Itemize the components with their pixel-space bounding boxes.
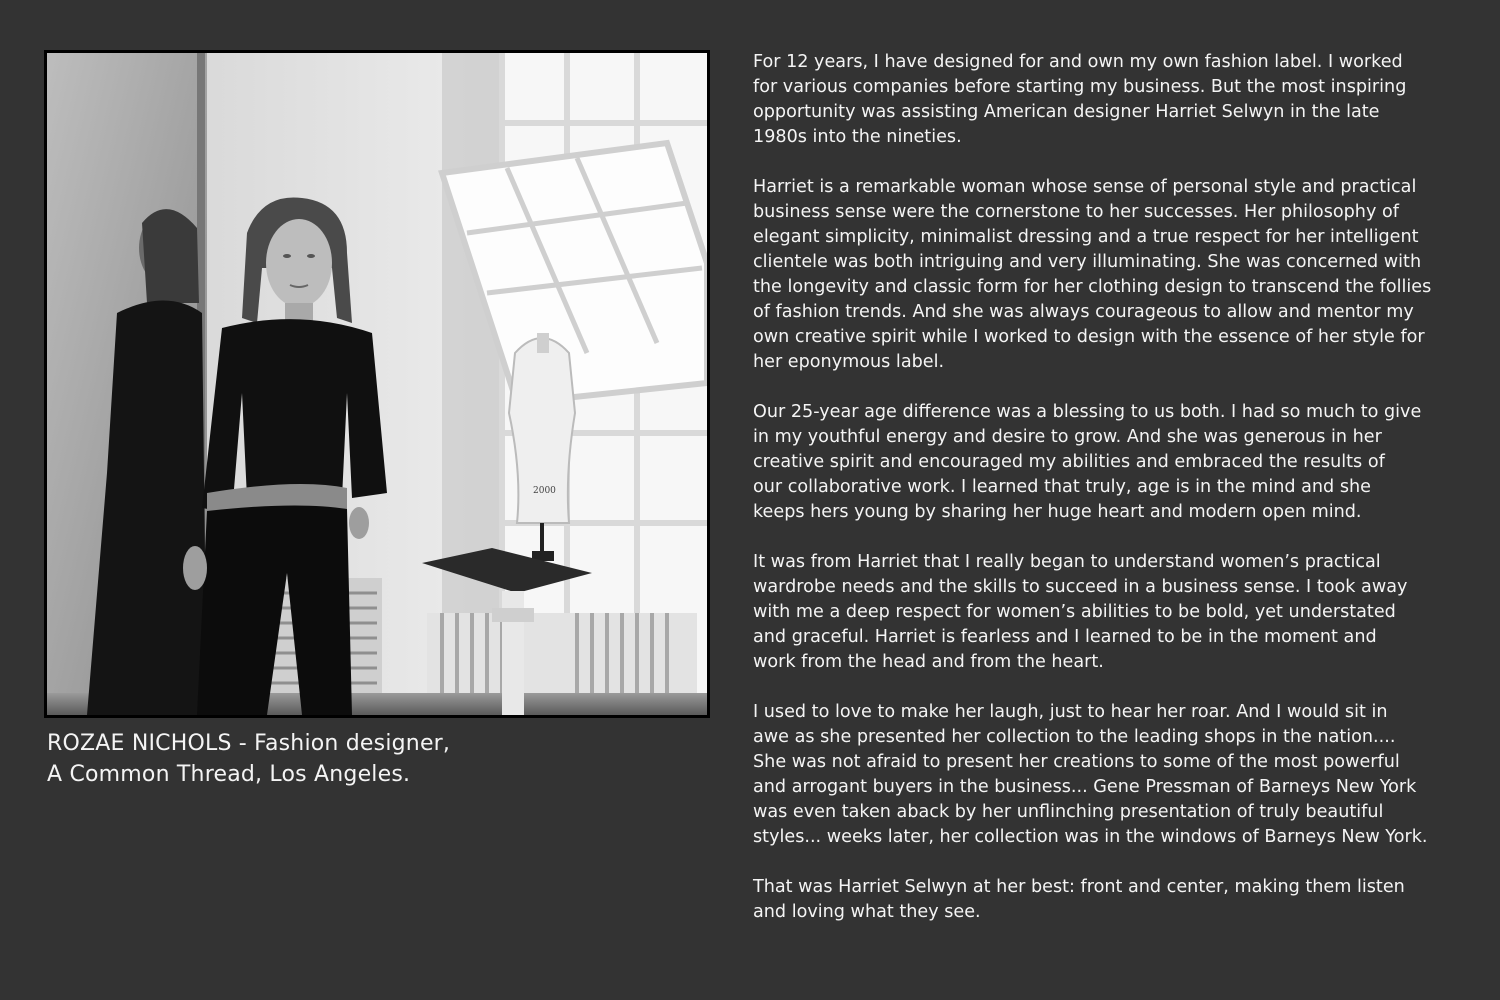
story-paragraph — [753, 400, 1473, 525]
caption-line-name: ROZAE NICHOLS - Fashion designer, — [47, 731, 451, 756]
text-line: wardrobe needs and the skills to succeed in a business sense. I took away — [753, 577, 1408, 597]
text-line: Our 25-year age difference was a blessing to us both. I had so much to give — [753, 402, 1422, 422]
text-line: keeps hers young by sharing her huge heart and modern open mind. — [753, 502, 1362, 522]
story-paragraph — [753, 875, 1473, 925]
text-line: She was not afraid to present her creations to some of the most powerful — [753, 752, 1400, 772]
text-line: For 12 years, I have designed for and own my own fashion label. I worked — [753, 52, 1403, 72]
portrait-photo — [44, 50, 710, 718]
text-line: I used to love to make her laugh, just to hear her roar. And I would sit in — [753, 702, 1388, 722]
text-line: of fashion trends. And she was always courageous to allow and mentor my — [753, 302, 1414, 322]
text-line: Harriet is a remarkable woman whose sense of personal style and practical — [753, 177, 1417, 197]
story-paragraph — [753, 175, 1473, 375]
portrait-photo-illustration — [47, 53, 707, 715]
text-line: and graceful. Harriet is fearless and I learned to be in the moment and — [753, 627, 1377, 647]
text-line: elegant simplicity, minimalist dressing and a true respect for her intelligent — [753, 227, 1419, 247]
text-line: work from the head and from the heart. — [753, 652, 1104, 672]
photo-caption — [47, 728, 687, 790]
story-paragraph — [753, 550, 1473, 675]
text-line: awe as she presented her collection to the leading shops in the nation.... — [753, 727, 1396, 747]
text-line: business sense were the cornerstone to her successes. Her philosophy of — [753, 202, 1399, 222]
text-line: our collaborative work. I learned that truly, age is in the mind and she — [753, 477, 1371, 497]
text-line: own creative spirit while I worked to design with the essence of her style for — [753, 327, 1425, 347]
text-line: creative spirit and encouraged my abilities and embraced the results of — [753, 452, 1385, 472]
caption-line-company: A Common Thread, Los Angeles. — [47, 762, 411, 787]
story-paragraph — [753, 700, 1473, 850]
text-line: 1980s into the nineties. — [753, 127, 962, 147]
story-paragraph — [753, 50, 1473, 150]
text-line: and loving what they see. — [753, 902, 981, 922]
text-line: and arrogant buyers in the business... Gene Pressman of Barneys New York — [753, 777, 1417, 797]
text-line: her eponymous label. — [753, 352, 945, 372]
text-line: opportunity was assisting American designer Harriet Selwyn in the late — [753, 102, 1380, 122]
text-line: That was Harriet Selwyn at her best: front and center, making them listen — [753, 877, 1405, 897]
text-line: was even taken aback by her unflinching presentation of truly beautiful — [753, 802, 1384, 822]
text-line: clientele was both intriguing and very illuminating. She was concerned with — [753, 252, 1422, 272]
text-line: with me a deep respect for women’s abilities to be bold, yet understated — [753, 602, 1396, 622]
text-line: the longevity and classic form for her clothing design to transcend the follies — [753, 277, 1432, 297]
text-line: styles... weeks later, her collection was in the windows of Barneys New York. — [753, 827, 1428, 847]
text-line: It was from Harriet that I really began to understand women’s practical — [753, 552, 1381, 572]
mannequin-tag-number: 2000 — [533, 486, 556, 496]
story-text — [753, 50, 1473, 950]
text-line: in my youthful energy and desire to grow. And she was generous in her — [753, 427, 1382, 447]
text-line: for various companies before starting my business. But the most inspiring — [753, 77, 1407, 97]
